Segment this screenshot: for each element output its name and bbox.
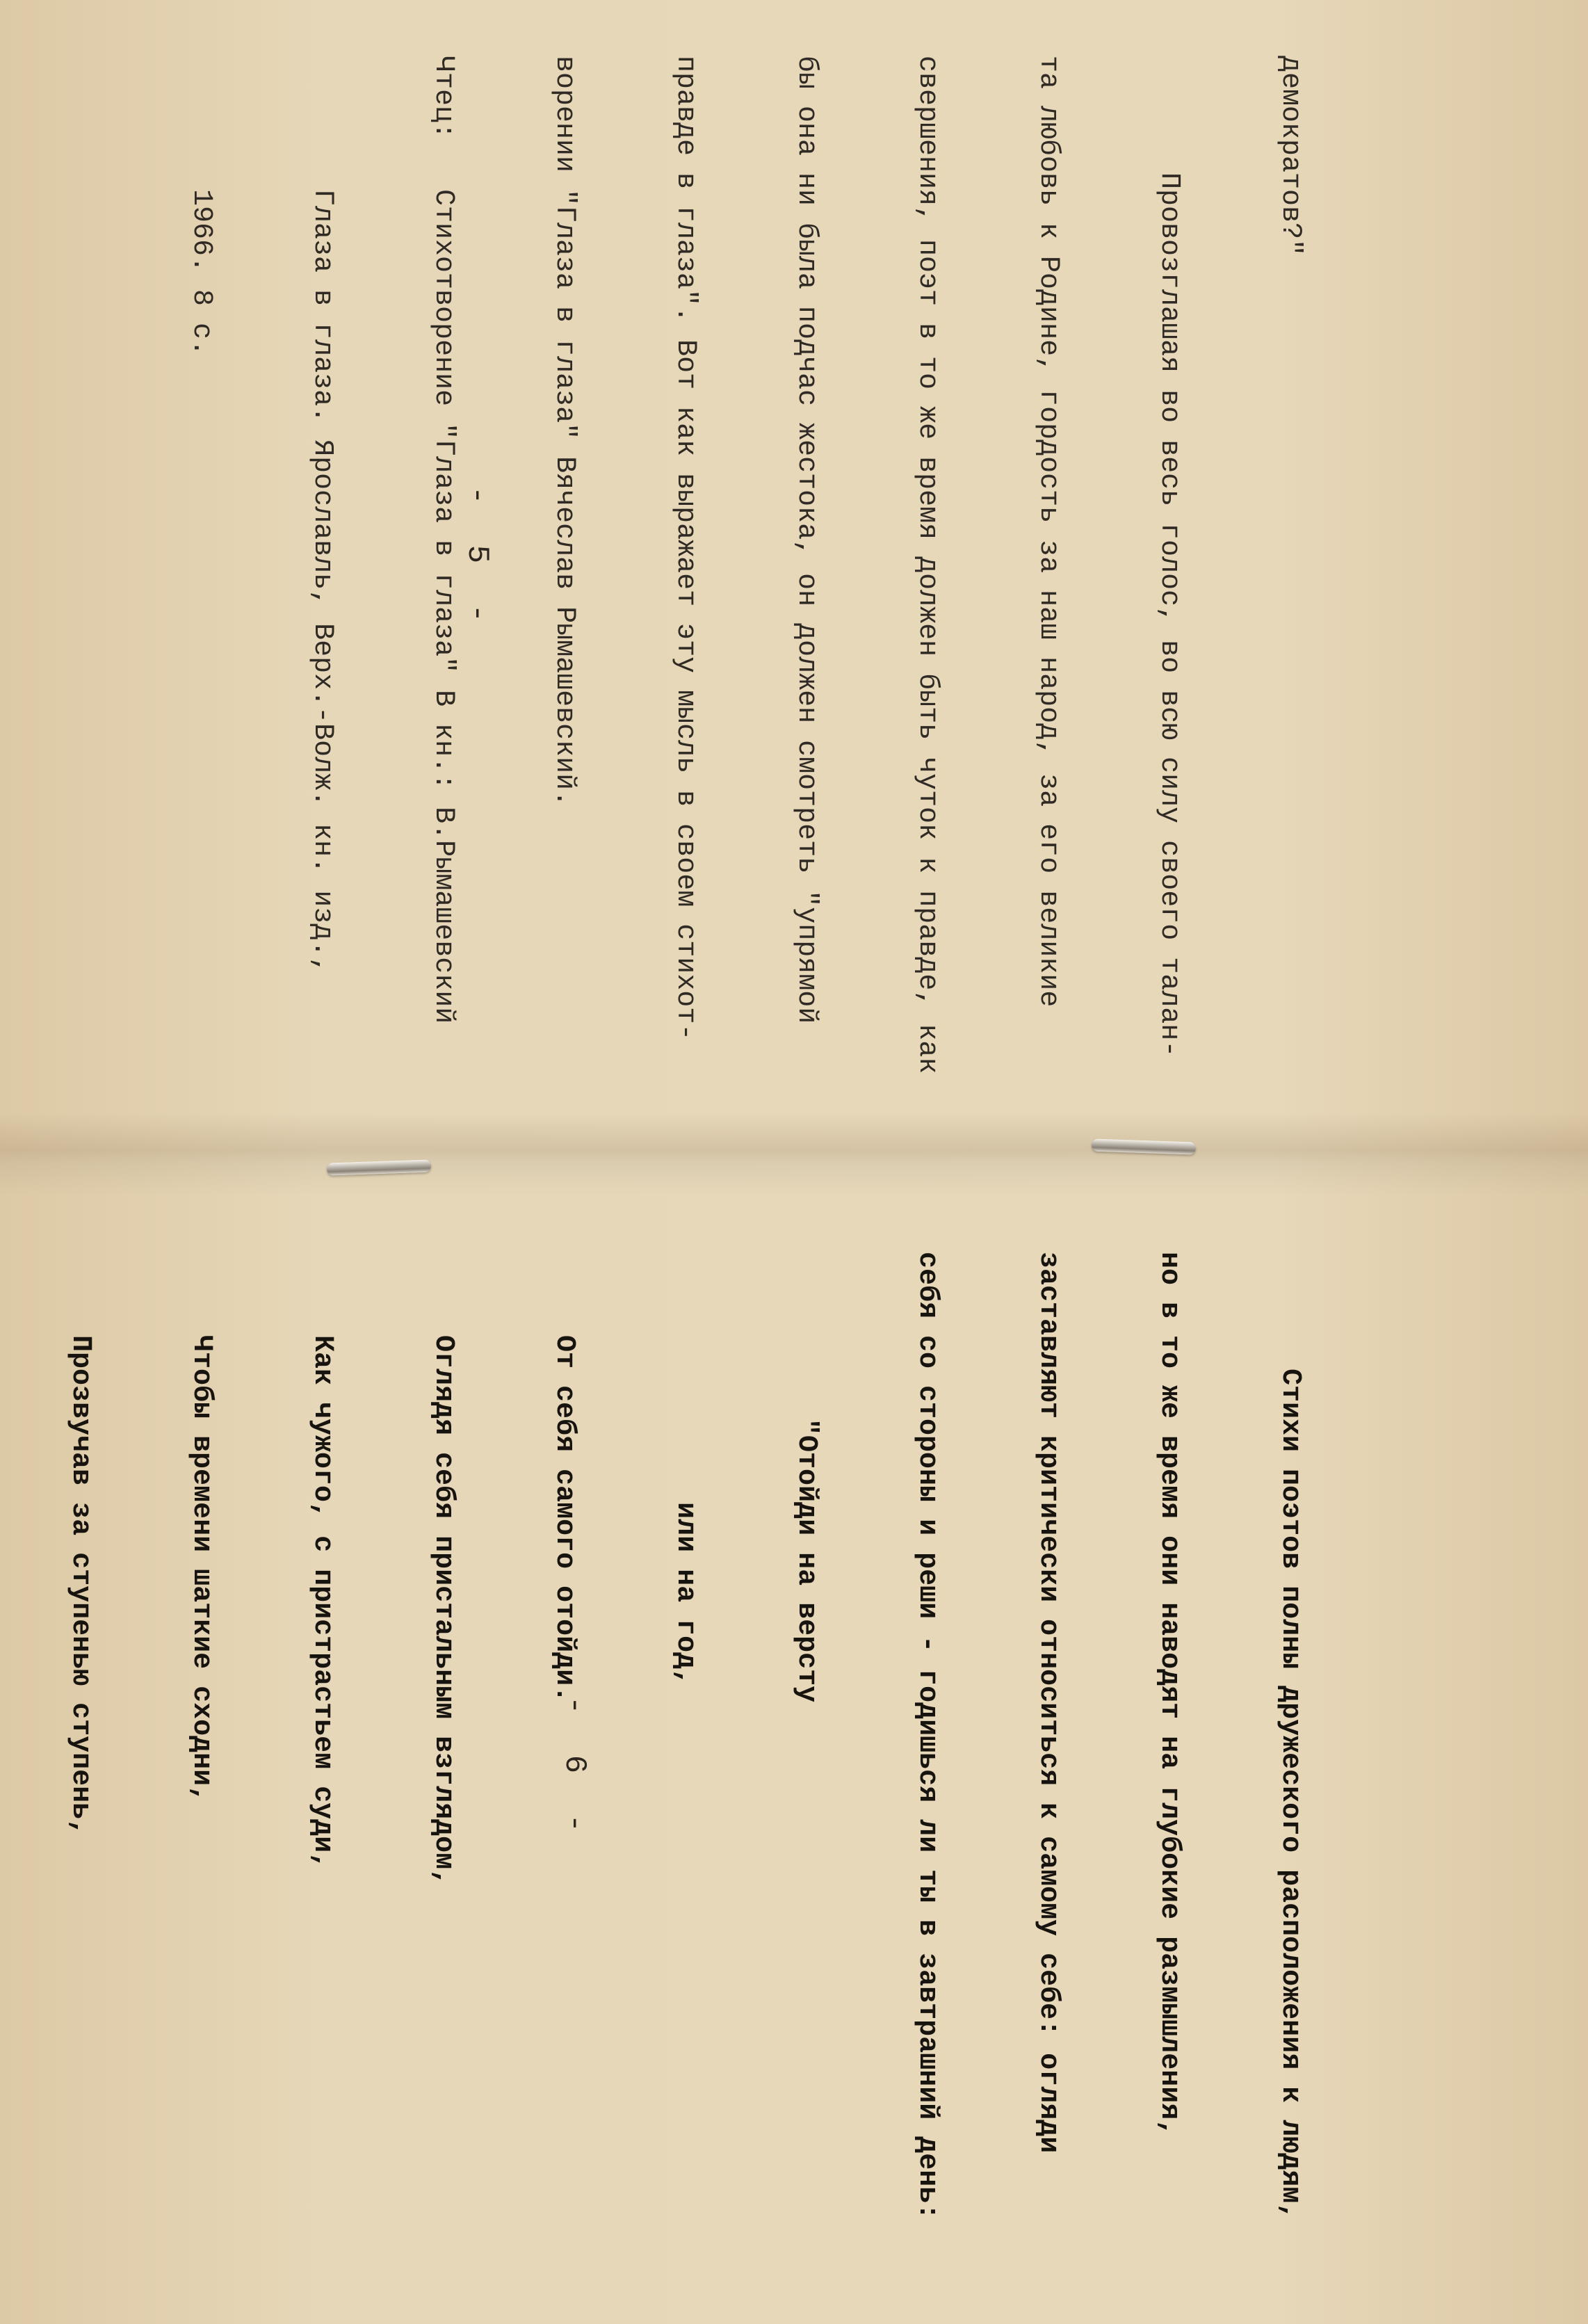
page-5-line: Провозглашая во весь голос, во всю силу своего талан- xyxy=(1153,56,1185,1058)
page-6 xyxy=(0,1252,1391,2324)
page-5-line xyxy=(60,56,100,1203)
page-5 xyxy=(0,56,1391,1203)
page-6-line: но в то же время они наводят на глубокие размышления, xyxy=(1153,1252,1185,2137)
page-6-line: Прозвучав за ступенью ступень, xyxy=(65,1252,96,1837)
page-6-line: Оглядя себя пристальным взглядом, xyxy=(428,1252,459,1887)
page-6-line: От себя самого отойди. xyxy=(549,1252,580,1703)
page-5-line: бы она ни была подчас жестока, он должен смотреть "упрямой xyxy=(791,56,822,1024)
page-number-top: - 5 - xyxy=(460,485,495,634)
page-5-line: демократов?" xyxy=(1274,56,1306,257)
page-6-line: "Отойди на версту xyxy=(791,1252,822,1703)
page-5-line: ворении "Глаза в глаза" Вячеслав Рымашевский. xyxy=(549,56,580,807)
page-6-line: заставляют критически относиться к самому себе: огляди xyxy=(1032,1252,1064,2154)
page-5-line: 1966. 8 с. xyxy=(186,56,217,357)
page-number-bottom: - 6 - xyxy=(557,1695,592,1844)
page-5-line: правде в глаза". Вот как выражает эту мысль в своем стихот- xyxy=(670,56,701,1041)
page-6-line: Чтобы времени шаткие сходни, xyxy=(186,1252,217,1803)
page-5-line: та любовь к Родине, гордость за наш народ, за его великие xyxy=(1032,56,1064,1008)
page-6-line: Как чужого, с пристрастьем суди, xyxy=(307,1252,338,1870)
page-6-line: или на год, xyxy=(670,1252,701,1686)
page-5-line: Чтец: Стихотворение "Глаза в глаза" В кн.: В.Рымашевский xyxy=(428,56,459,1024)
page-5-line: Глаза в глаза. Ярославль, Верх.-Волж. кн. изд., xyxy=(307,56,338,974)
page-5-line: свершения, поэт в то же время должен быть чуток к правде, как xyxy=(912,56,943,1074)
page-6-line: себя со стороны и реши - годишься ли ты в завтрашний день: xyxy=(912,1252,943,2220)
page-6-line: Стихи поэтов полны дружеского расположения к людям, xyxy=(1274,1252,1306,2220)
